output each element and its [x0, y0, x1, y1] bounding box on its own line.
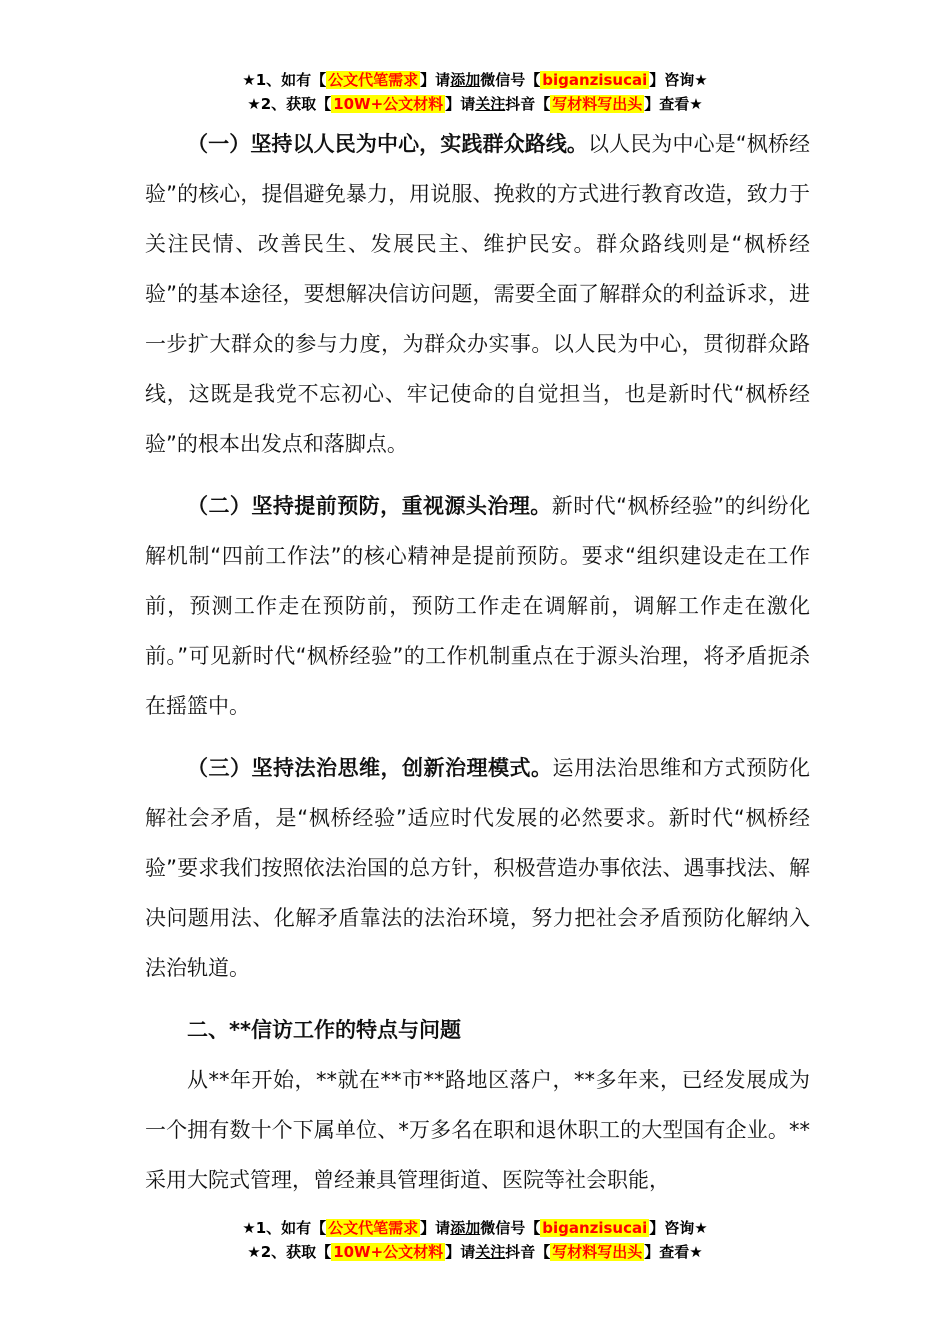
document-body: [145, 119, 810, 1205]
footer-line-2: ★2、获取【 10W+公文材料 】请关注抖音【 写材料写出头 】查看★: [247, 1243, 703, 1261]
header-banner: [0, 68, 950, 116]
closing-paragraph: 从**年开始，**就在**市**路地区落户，**多年来，已经发展成为一个拥有数十个下属单位、*万多名在职和退休职工的大型国有企业。**采用大院式管理，曾经兼具管理街道、医院等社会职能，: [145, 1068, 810, 1192]
paragraph-2-lead: （二）坚持提前预防，重视源头治理。: [187, 494, 552, 518]
highlight-wechat-id: biganzisucai: [542, 71, 648, 89]
highlight-materials: 10W+公文材料: [333, 95, 444, 113]
footer-banner: [0, 1216, 950, 1264]
paragraph-2: [145, 481, 810, 731]
highlight-wechat-id: biganzisucai: [542, 1219, 648, 1237]
highlight-service: 公文代笔需求: [328, 71, 419, 89]
paragraph-3-text: 运用法治思维和方式预防化解社会矛盾，是“枫桥经验”适应时代发展的必然要求。新时代“枫桥经验”要求我们按照依法治国的总方针，积极营造办事依法、遇事找法、解决问题用法、化解矛盾靠法的法治环境，努力把社会矛盾预防化解纳入法治轨道。: [145, 756, 810, 980]
highlight-service: 公文代笔需求: [328, 1219, 419, 1237]
paragraph-1-text: 以人民为中心是“枫桥经验”的核心，提倡避免暴力，用说服、挽救的方式进行教育改造，致力于关注民情、改善民生、发展民主、维护民安。群众路线则是“枫桥经验”的基本途径，要想解决信访问题，需要全面了解群众的利益诉求，进一步扩大群众的参与力度，为群众办实事。以人民为中心，贯彻群众路线，这既是我党不忘初心、牢记使命的自觉担当，也是新时代“枫桥经验”的根本出发点和落脚点。: [145, 132, 810, 456]
banner-line-1: ★1、如有【 公文代笔需求 】请添加微信号【 biganzisucai 】咨询★: [242, 71, 708, 89]
footer-line-1: ★1、如有【 公文代笔需求 】请添加微信号【 biganzisucai 】咨询★: [242, 1219, 708, 1237]
banner-line-2: ★2、获取【 10W+公文材料 】请关注抖音【 写材料写出头 】查看★: [247, 95, 703, 113]
highlight-douyin-id: 写材料写出头: [552, 95, 643, 113]
paragraph-1: [145, 119, 810, 469]
paragraph-3-lead: （三）坚持法治思维，创新治理模式。: [187, 756, 553, 780]
section-heading: 二、**信访工作的特点与问题: [187, 1018, 461, 1042]
highlight-materials: 10W+公文材料: [333, 1243, 444, 1261]
paragraph-3: [145, 743, 810, 993]
highlight-douyin-id: 写材料写出头: [552, 1243, 643, 1261]
paragraph-1-lead: （一）坚持以人民为中心，实践群众路线。: [187, 132, 589, 156]
paragraph-2-text: 新时代“枫桥经验”的纠纷化解机制“四前工作法”的核心精神是提前预防。要求“组织建设走在工作前，预测工作走在预防前，预防工作走在调解前，调解工作走在激化前。”可见新时代“枫桥经验”的工作机制重点在于源头治理，将矛盾扼杀在摇篮中。: [145, 494, 810, 718]
